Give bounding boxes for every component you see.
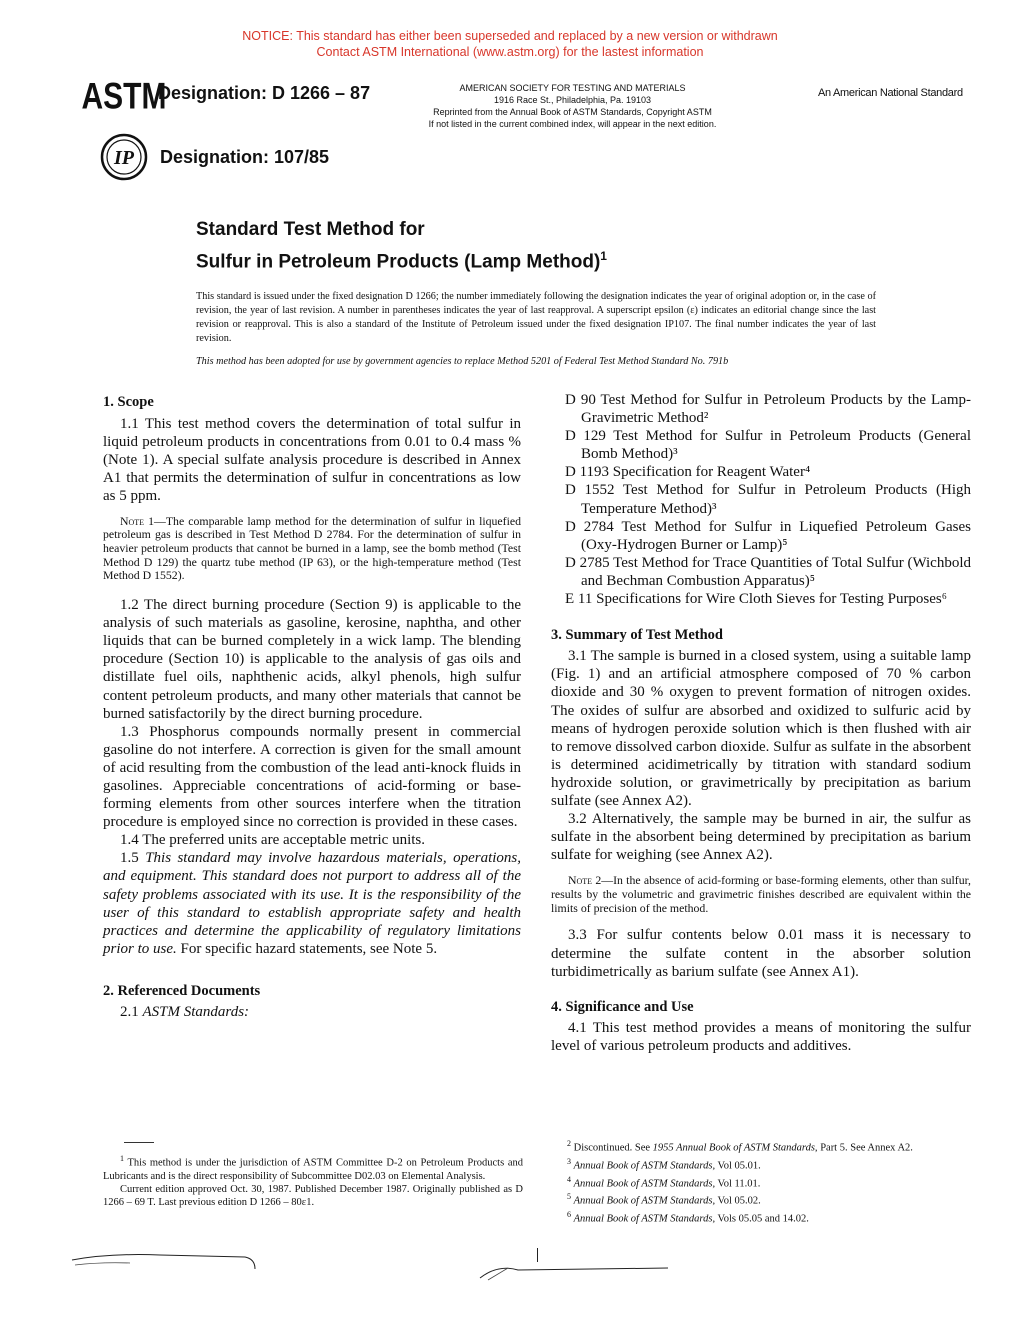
reprint-line-1: Reprinted from the Annual Book of ASTM Standards, Copyright ASTM	[433, 107, 712, 117]
footnote-4: $^4$ Annual Book of ASTM Standards, Vol 11.01.	[567, 1174, 761, 1190]
reference-e11: E 11 Specifications for Wire Cloth Sieves for Testing Purposes⁶	[565, 591, 947, 608]
society-address: 1916 Race St., Philadelphia, Pa. 19103	[493, 95, 652, 105]
footnotes-right	[553, 1137, 973, 1226]
astm-logo-text: ASTM	[81, 75, 167, 118]
footnote-2: $^2$ Discontinued. See 1955 Annual Book of ASTM Standards, Part 5. See Annex A2.	[567, 1139, 913, 1154]
section-1-heading: 1. Scope	[103, 394, 154, 410]
ip-logo-text: IP	[114, 147, 134, 169]
paragraph-1-1: 1.1 This test method covers the determination of total sulfur in liquid petroleum products in concentrations from 0.01 to 0.4 mass % (Note 1). A special sulfate analysis procedure is described in Annex A1 that permits the determination of sulfur in concentrations as low as 5 ppm.	[103, 416, 521, 505]
right-column	[551, 391, 971, 1055]
reference-d1552: D 1552 Test Method for Sulfur in Petroleum Products (High Temperature Method)³	[565, 482, 971, 517]
intro-text: This standard is issued under the fixed designation D 1266; the number immediately following the designation indicates the year of original adoption or, in the case of revision, the year of last revision. A number in parentheses indicates the year of last reapproval. A superscript epsilon (ε) indicates an editorial change since the last revision or reapproval. This is also a standard of the Institute of Petroleum issued under the fixed designation IP107. The final number indicates the year of last revision.	[196, 291, 876, 344]
footnote-rule-left	[124, 1142, 154, 1143]
paragraph-4-1: 4.1 This test method provides a means of monitoring the sulfur level of various petroleum products and additives.	[551, 1019, 971, 1054]
reprint-line-2: If not listed in the current combined index, will appear in the next edition.	[428, 119, 717, 129]
reference-d1193: D 1193 Specification for Reagent Water⁴	[565, 464, 811, 481]
reference-d90: D 90 Test Method for Sulfur in Petroleum Products by the Lamp-Gravimetric Method²	[565, 392, 971, 427]
paragraph-3-1: 3.1 The sample is burned in a closed system, using a suitable lamp (Fig. 1) and an artificial atmosphere composed of 70 % carbon dioxide and 30 % oxygen to prevent formation of nitrogen oxides. The oxides of sulfur are absorbed and oxidized to sulfuric acid by means of hydrogen peroxide solution which is then flushed with air to remove dissolved carbon dioxide. Sulfur as sulfate in the absorbent is determined acidimetrically by titration with standard sodium hydroxide solution, or gravimetrically by precipitation as barium sulfate (see Annex A2).	[551, 648, 971, 809]
footnotes-left	[103, 1152, 523, 1210]
paragraph-3-3: 3.3 For sulfur contents below 0.01 mass it is necessary to determine the sulfate content in the absorber solution turbidimetrically as barium sulfate (see Annex A1).	[551, 927, 971, 980]
society-name: AMERICAN SOCIETY FOR TESTING AND MATERIALS	[459, 83, 686, 93]
paragraph-1-3: 1.3 Phosphorus compounds normally present in commercial gasoline do not interfere. A correction is given for the small amount of acid resulting from the combustion of the lead anti-knock fluids in gasolines. Appreciable concentrations of acid-forming or base-forming elements from other sources interfere when the titration procedure is employed since no correction is provided in these cases.	[103, 723, 521, 831]
note-2: Note 2—In the absence of acid-forming or base-forming elements, other than sulfur, results by the volumetric and gravimetric finishes described are equivalent within the limits of precision of the method.	[551, 873, 972, 915]
reference-d2785: D 2785 Test Method for Trace Quantities of Total Sulfur (Wichbold and Bechman Combustion Apparatus)⁵	[565, 554, 971, 589]
scan-mark-right	[478, 1258, 678, 1284]
astm-logo	[81, 70, 167, 126]
title-line-2: Sulfur in Petroleum Products (Lamp Method)$^1$	[196, 249, 607, 273]
reference-d129: D 129 Test Method for Sulfur in Petroleum Products (General Bomb Method)³	[565, 428, 971, 463]
paragraph-1-5: 1.5 This standard may involve hazardous materials, operations, and equipment. This standard does not purport to address all of the safety problems associated with its use. It is the responsibility of the user of this standard to establish appropriate safety and health practices and determine the applicability of regulatory limitations prior to use. For specific hazard statements, see Note 5.	[103, 850, 521, 957]
footnote-5: $^5$ Annual Book of ASTM Standards, Vol 05.02.	[567, 1192, 761, 1207]
section-2-heading: 2. Referenced Documents	[103, 982, 261, 999]
paragraph-2-1: 2.1 ASTM Standards:	[120, 1004, 250, 1021]
paragraph-3-2: 3.2 Alternatively, the sample may be burned in air, the sulfur as sulfate in the absorbent being determined by precipitation as barium sulfate for weighing (see Annex A2).	[551, 811, 971, 864]
ip-logo	[100, 133, 148, 181]
paragraph-1-2: 1.2 The direct burning procedure (Section 9) is applicable to the analysis of such materials as gasoline, kerosine, naphtha, and other liquids that can be burned completely in a wick lamp. The blending procedure (Section 10) is applicable to the analysis of gas oils and distillate fuel oils, naphthenic acids, alkyl phenols, high sulfur content petroleum products, and many other materials that cannot be burned satisfactorily by the direct burning procedure.	[103, 597, 521, 722]
footnote-3: $^3$ Annual Book of ASTM Standards, Vol 05.01.	[567, 1156, 761, 1172]
reference-d2784: D 2784 Test Method for Sulfur in Liquefied Petroleum Gases (Oxy-Hydrogen Burner or Lamp)⁵	[565, 518, 971, 553]
designation-ip: Designation: 107/85	[160, 147, 330, 167]
section-3-heading: 3. Summary of Test Method	[551, 627, 723, 644]
national-standard: An American National Standard	[818, 87, 963, 99]
footnote-6: $^6$ Annual Book of ASTM Standards, Vols 05.05 and 14.02.	[567, 1210, 809, 1225]
section-4-heading: 4. Significance and Use	[551, 998, 694, 1015]
designation: Designation: D 1266 – 87	[158, 83, 371, 103]
paragraph-1-4: 1.4 The preferred units are acceptable metric units.	[120, 832, 426, 849]
note-1: Note 1—The comparable lamp method for the determination of sulfur in liquefied petroleum gas is described in Test Method D 2784. For the determination of sulfur in heavier petroleum products that cannot be burned in a lamp, see the bomb method (Test Method D 129) the quartz tube method (IP 63), or the high-temperature method (Test Method D 1552).	[103, 513, 522, 583]
notice-line-1: NOTICE: This standard has either been superseded and replaced by a new version or withdrawn	[242, 29, 778, 43]
adopted-text: This method has been adopted for use by government agencies to replace Method 5201 of Federal Test Method Standard No. 791b	[196, 356, 729, 367]
footnote-1: $^1$ This method is under the jurisdiction of ASTM Committee D-2 on Petroleum Products and Lubricants and is the direct responsibility of Subcommittee D02.03 on Elemental Analysis.	[103, 1154, 523, 1182]
left-column	[103, 393, 521, 1021]
title-line-1: Standard Test Method for	[196, 219, 425, 240]
scan-mark-left	[70, 1245, 270, 1275]
current-edition: Current edition approved Oct. 30, 1987. Published December 1987. Originally published as D 1266 – 69 T. Last previous edition D 1266 – 80ε1.	[103, 1184, 523, 1209]
notice-line-2: Contact ASTM International (www.astm.org) for the lastest information	[316, 45, 704, 59]
